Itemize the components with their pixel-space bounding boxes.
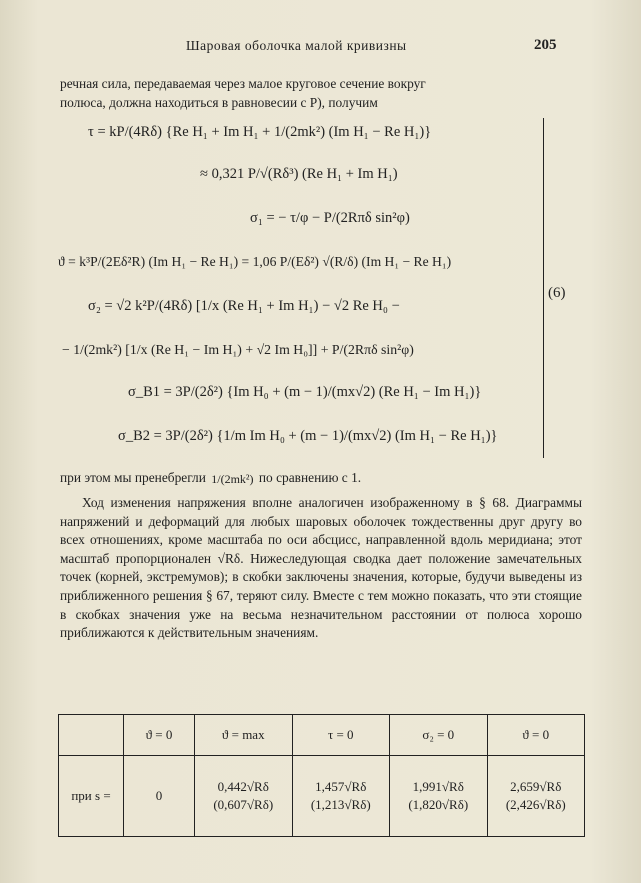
table-row xyxy=(59,756,585,837)
intro-paragraph xyxy=(60,75,582,112)
neglect-note xyxy=(60,470,361,486)
equation-7: σ_B2 = 3P/(2δ²) {1/m Im H₀ + (m − 1)/(mx√2) (Im H₁ − Re H₁)} xyxy=(118,428,498,444)
table-row-label: при s = xyxy=(59,756,124,837)
cell-alt: (0,607√Rδ) xyxy=(213,797,274,812)
note-fraction: 1/(2mk²) xyxy=(211,471,254,486)
running-title: Шаровая оболочка малой кривизны xyxy=(186,38,407,53)
table-header-cell: τ = 0 xyxy=(292,715,390,756)
table-header-cell: ϑ = 0 xyxy=(487,715,585,756)
table-cell xyxy=(292,756,390,837)
running-header xyxy=(0,38,641,56)
equation-number: (6) xyxy=(548,285,566,301)
intro-line-2: полюса, должна находиться в равновесии с P), получим xyxy=(60,94,378,110)
table-header-cell: σ₂ = 0 xyxy=(390,715,488,756)
cell-main: 2,659√Rδ xyxy=(510,779,562,794)
table-header-cell: ϑ = max xyxy=(195,715,293,756)
note-after: по сравнению с 1. xyxy=(258,470,362,485)
cell-main: 0 xyxy=(155,788,163,803)
equation-5a: σ₂ = √2 k²P/(4Rδ) [1/x (Re H₁ + Im H₁) − √2 Re H₀ − xyxy=(88,298,400,314)
cell-alt: (1,820√Rδ) xyxy=(408,797,469,812)
equation-3: σ₁ = − τ/φ − P/(2Rπδ sin²φ) xyxy=(250,210,410,226)
cell-main: 1,991√Rδ xyxy=(412,779,464,794)
cell-alt: (1,213√Rδ) xyxy=(310,797,371,812)
table-cell xyxy=(390,756,488,837)
equation-4: ϑ = k³P/(2Eδ²R) (Im H₁ − Re H₁) = 1,06 P/(Eδ²) √(R/δ) (Im H₁ − Re H₁) xyxy=(58,254,452,269)
equation-5b: − 1/(2mk²) [1/x (Re H₁ − Im H₁) + √2 Im H₀]] + P/(2Rπδ sin²φ) xyxy=(62,342,414,357)
cell-main: 1,457√Rδ xyxy=(315,779,367,794)
cell-main: 0,442√Rδ xyxy=(217,779,269,794)
intro-line-1: речная сила, передаваемая через малое круговое сечение вокруг xyxy=(60,76,426,91)
table-cell xyxy=(124,756,195,837)
table-header-row xyxy=(59,715,585,756)
equation-2: ≈ 0,321 P/√(Rδ³) (Re H₁ + Im H₁) xyxy=(200,166,398,182)
table-header-cell: ϑ = 0 xyxy=(124,715,195,756)
equation-1: τ = kP/(4Rδ) {Re H₁ + Im H₁ + 1/(2mk²) (Im H₁ − Re H₁)} xyxy=(88,124,432,140)
table-cell xyxy=(487,756,585,837)
table-cell xyxy=(195,756,293,837)
body-paragraph: Ход изменения напряжения вполне аналогичен изображенному в § 68. Диаграммы напряжений и деформаций для любых шаровых оболочек тождественны друг другу во всех отношениях, кроме масштаба по оси абсцисс, направленной вдоль меридиана; этот масштаб пропорционален √Rδ. Нижеследующая сводка дает положение замечательных точек (корней, экстремумов); в скобки заключены значения, которые, будучи выведены из приближенного решения § 67, теряют силу. Вместе с тем можно показать, что эти стоящие в скобках значения уже на весьма незначительном расстоянии от полюса хорошо приближаются к действительным значениям. xyxy=(60,495,582,641)
table-header-cell xyxy=(59,715,124,756)
note-before: при этом мы пренебрегли xyxy=(60,470,206,485)
page-number: 205 xyxy=(534,37,557,53)
cell-alt: (2,426√Rδ) xyxy=(505,797,566,812)
singular-points-table xyxy=(58,714,585,837)
equation-brace xyxy=(543,118,545,458)
equation-6: σ_B1 = 3P/(2δ²) {Im H₀ + (m − 1)/(mx√2) (Re H₁ − Im H₁)} xyxy=(128,384,482,400)
